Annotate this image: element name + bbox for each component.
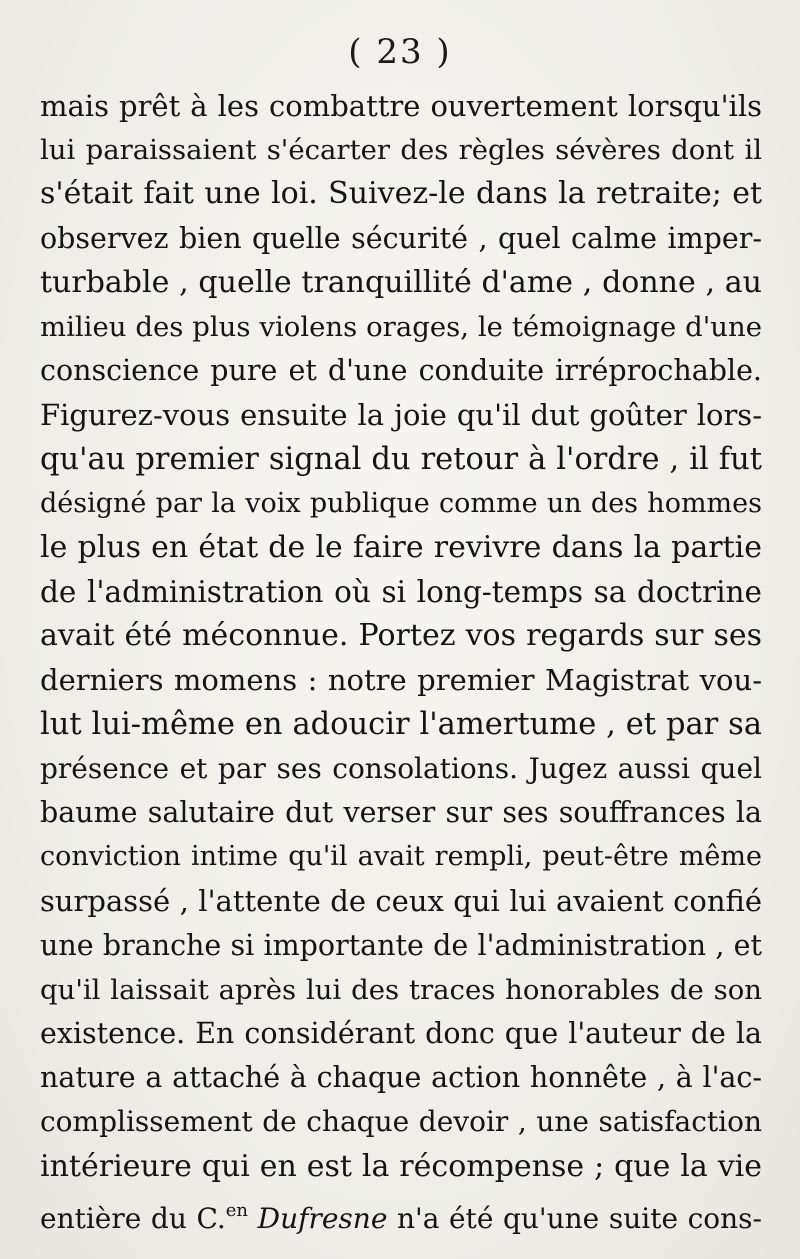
text-line-14: derniers momens : notre premier Magistrat vou- xyxy=(40,663,762,698)
text-line-7: conscience pure et d'une conduite irréprochable. xyxy=(40,354,762,388)
text-line-21: qu'il laissait après lui des traces honorables de son xyxy=(40,973,762,1006)
last-line-superscript: en xyxy=(225,1199,249,1221)
text-line-15: lut lui-même en adoucir l'amertume , et par sa xyxy=(40,706,762,742)
text-line-2: lui paraissaient s'écarter des règles sévères dont il xyxy=(40,134,762,167)
body-text xyxy=(40,84,762,1233)
text-line-25: intérieure qui en est la récompense ; que la vie xyxy=(40,1148,762,1184)
last-line-after: n'a été qu'une suite cons- xyxy=(387,1201,762,1235)
text-line-10: désigné par la voix publique comme un des hommes xyxy=(40,487,762,519)
text-line-13: avait été méconnue. Portez vos regards sur ses xyxy=(40,618,762,654)
text-line-17: baume salutaire dut verser sur ses souffrances la xyxy=(40,796,762,829)
text-line-12: de l'administration où si long-temps sa doctrine xyxy=(40,575,762,610)
text-line-1: mais prêt à les combattre ouvertement lorsqu'ils xyxy=(40,89,762,123)
text-line-22: existence. En considérant donc que l'auteur de la xyxy=(40,1016,762,1050)
text-line-9: qu'au premier signal du retour à l'ordre , il fut xyxy=(40,441,762,477)
text-line-6: milieu des plus violens orages, le témoignage d'une xyxy=(40,310,762,343)
text-line-18: conviction intime qu'il avait rempli, peut-être même xyxy=(40,841,762,873)
last-line-name: Dufresne xyxy=(257,1201,388,1235)
text-line-24: complissement de chaque devoir , une satisfaction xyxy=(40,1105,762,1139)
text-line-11: le plus en état de le faire revivre dans la partie xyxy=(40,529,762,565)
page-number: ( 23 ) xyxy=(348,32,452,72)
text-line-16: présence et par ses consolations. Jugez aussi quel xyxy=(40,751,762,785)
text-line-4: observez bien quelle sécurité , quel calme imper- xyxy=(40,221,762,255)
last-line-before: entière du C. xyxy=(40,1201,226,1235)
text-line-3: s'était fait une loi. Suivez-le dans la retraite; et xyxy=(40,176,762,212)
text-line-5: turbable , quelle tranquillité d'ame , donne , au xyxy=(40,264,762,300)
text-line-23: nature a attaché à chaque action honnête , à l'ac- xyxy=(40,1061,762,1095)
text-line-8: Figurez-vous ensuite la joie qu'il dut goûter lors- xyxy=(40,398,762,433)
text-line-19: surpassé , l'attente de ceux qui lui avaient confié xyxy=(40,884,762,919)
text-line-26 xyxy=(40,1189,762,1233)
text-line-20: une branche si importante de l'administration , et xyxy=(40,928,762,962)
